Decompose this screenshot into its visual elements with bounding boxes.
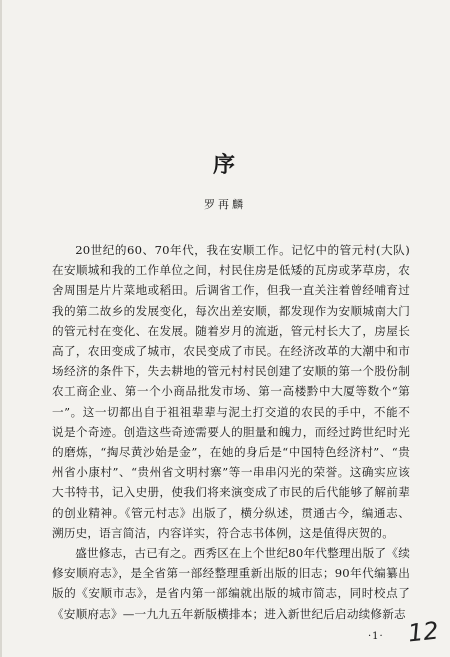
paragraph-1: 20世纪的60、70年代，我在安顺工作。记忆中的管元村(大队)在安顺城和我的工作单位之间，村民住房是低矮的瓦房或茅草房，农舍周围是片片菜地或稻田。后调省工作，但我一直关注着曾经哺育过我的第二故乡的发展变化，每次出差安顺，都发现作为安顺城南大门的管元村在变化、在发展。随着岁月的流逝，管元村长大了，房屋长高了，农田变成了城市，农民变成了市民。在经济改革的大潮中和市场经济的条件下，失去耕地的管元村村民创建了安顺的第一个股份制农工商企业、第一个小商品批发市场、第一高楼黔中大厦等数个“第一”。这一切都出自于祖祖辈辈与泥土打交道的农民的手中，不能不说是个奇迹。创造这些奇迹需要人的胆量和魄力，而经过跨世纪时光的磨炼，“掏尽黄沙始是金”，在她的身后是“中国特色经济村”、“贵州省小康村”、“贵州省文明村寨”等一串串闪光的荣誉。这确实应该大书特书，记入史册，使我们将来演变成了市民的后代能够了解前辈的创业精神。《管元村志》出版了，横分纵述，贯通古今，编通志、溯历史，语言简洁，内容详实，符合志书体例，这是值得庆贺的。 [52,243,410,540]
scan-edge-left [0,0,2,657]
paragraph-2: 盛世修志，古已有之。西秀区在上个世纪80年代整理出版了《续修安顺府志》，是全省第一部经整理重新出版的旧志；90年代编纂出版的《安顺市志》，是省内第一部编就出版的城市简志，同时校点了《安顺府志》—一九九五年新版横排本；进入新世纪后启动续修新志 [52,546,410,621]
page-number: ·1· [368,631,384,642]
body-text [52,240,410,624]
page-title: 序 [212,152,237,178]
handwritten-mark: 12 [406,616,440,648]
author-name: 罗再麟 [204,198,246,211]
